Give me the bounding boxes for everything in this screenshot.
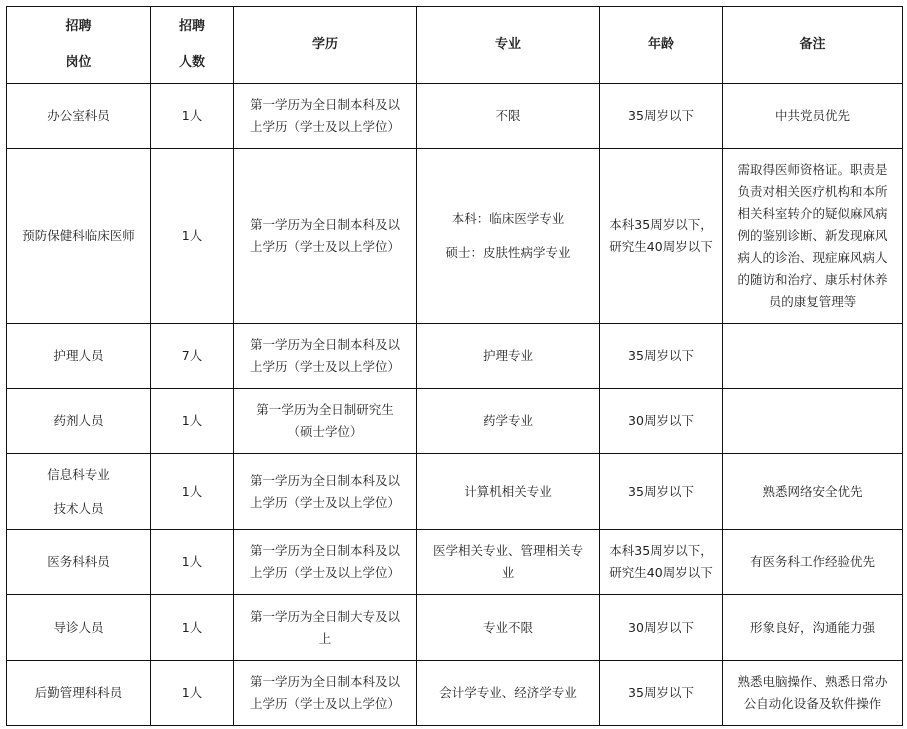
cell-education: 第一学历为全日制本科及以 上学历（学士及以上学位） <box>234 661 417 726</box>
cell-position: 护理人员 <box>7 324 151 389</box>
header-row <box>7 7 903 84</box>
cell-major: 不限 <box>417 84 600 149</box>
cell-position: 导诊人员 <box>7 595 151 661</box>
table-row <box>7 389 903 454</box>
cell-count: 1人 <box>151 530 234 595</box>
cell-count: 1人 <box>151 84 234 149</box>
cell-notes <box>723 324 903 389</box>
cell-education: 第一学历为全日制本科及以 上学历（学士及以上学位） <box>234 324 417 389</box>
cell-major: 专业不限 <box>417 595 600 661</box>
cell-education: 第一学历为全日制研究生 （硕士学位） <box>234 389 417 454</box>
table-row <box>7 84 903 149</box>
cell-position: 医务科科员 <box>7 530 151 595</box>
cell-age: 35周岁以下 <box>600 84 723 149</box>
cell-major: 护理专业 <box>417 324 600 389</box>
header-count: 招聘 人数 <box>151 7 234 84</box>
table-row <box>7 324 903 389</box>
cell-age: 35周岁以下 <box>600 324 723 389</box>
cell-count: 1人 <box>151 149 234 324</box>
cell-position: 预防保健科临床医师 <box>7 149 151 324</box>
cell-notes: 熟悉电脑操作、熟悉日常办 公自动化设备及软件操作 <box>723 661 903 726</box>
cell-education: 第一学历为全日制本科及以 上学历（学士及以上学位） <box>234 530 417 595</box>
cell-age: 35周岁以下 <box>600 454 723 530</box>
cell-education: 第一学历为全日制大专及以 上 <box>234 595 417 661</box>
header-education: 学历 <box>234 7 417 84</box>
cell-age: 35周岁以下 <box>600 661 723 726</box>
cell-position: 后勤管理科科员 <box>7 661 151 726</box>
recruitment-table <box>6 6 903 726</box>
cell-major: 医学相关专业、管理相关专 业 <box>417 530 600 595</box>
table-row <box>7 595 903 661</box>
cell-age: 本科35周岁以下， 研究生40周岁以下 <box>600 530 723 595</box>
cell-count: 1人 <box>151 595 234 661</box>
cell-education: 第一学历为全日制本科及以 上学历（学士及以上学位） <box>234 454 417 530</box>
cell-major: 药学专业 <box>417 389 600 454</box>
table-row <box>7 661 903 726</box>
cell-education: 第一学历为全日制本科及以 上学历（学士及以上学位） <box>234 84 417 149</box>
cell-age: 本科35周岁以下， 研究生40周岁以下 <box>600 149 723 324</box>
cell-education: 第一学历为全日制本科及以 上学历（学士及以上学位） <box>234 149 417 324</box>
cell-count: 1人 <box>151 661 234 726</box>
cell-notes: 有医务科工作经验优先 <box>723 530 903 595</box>
header-major: 专业 <box>417 7 600 84</box>
cell-notes: 熟悉网络安全优先 <box>723 454 903 530</box>
header-age: 年龄 <box>600 7 723 84</box>
cell-position: 办公室科员 <box>7 84 151 149</box>
header-notes: 备注 <box>723 7 903 84</box>
header-position: 招聘 岗位 <box>7 7 151 84</box>
cell-major: 本科：临床医学专业 硕士：皮肤性病学专业 <box>417 149 600 324</box>
cell-notes: 需取得医师资格证。职责是 负责对相关医疗机构和本所 相关科室转介的疑似麻风病 例的鉴别诊断、新发现麻风 病人的诊治、现症麻风病人 的随访和治疗、康乐村休养 员的康复管理等 <box>723 149 903 324</box>
cell-count: 7人 <box>151 324 234 389</box>
cell-notes <box>723 389 903 454</box>
cell-notes: 形象良好，沟通能力强 <box>723 595 903 661</box>
cell-count: 1人 <box>151 389 234 454</box>
cell-notes: 中共党员优先 <box>723 84 903 149</box>
cell-position: 药剂人员 <box>7 389 151 454</box>
table-row <box>7 530 903 595</box>
cell-age: 30周岁以下 <box>600 389 723 454</box>
table-row <box>7 149 903 324</box>
table-row <box>7 454 903 530</box>
cell-position: 信息科专业 技术人员 <box>7 454 151 530</box>
cell-major: 计算机相关专业 <box>417 454 600 530</box>
cell-age: 30周岁以下 <box>600 595 723 661</box>
cell-count: 1人 <box>151 454 234 530</box>
cell-major: 会计学专业、经济学专业 <box>417 661 600 726</box>
